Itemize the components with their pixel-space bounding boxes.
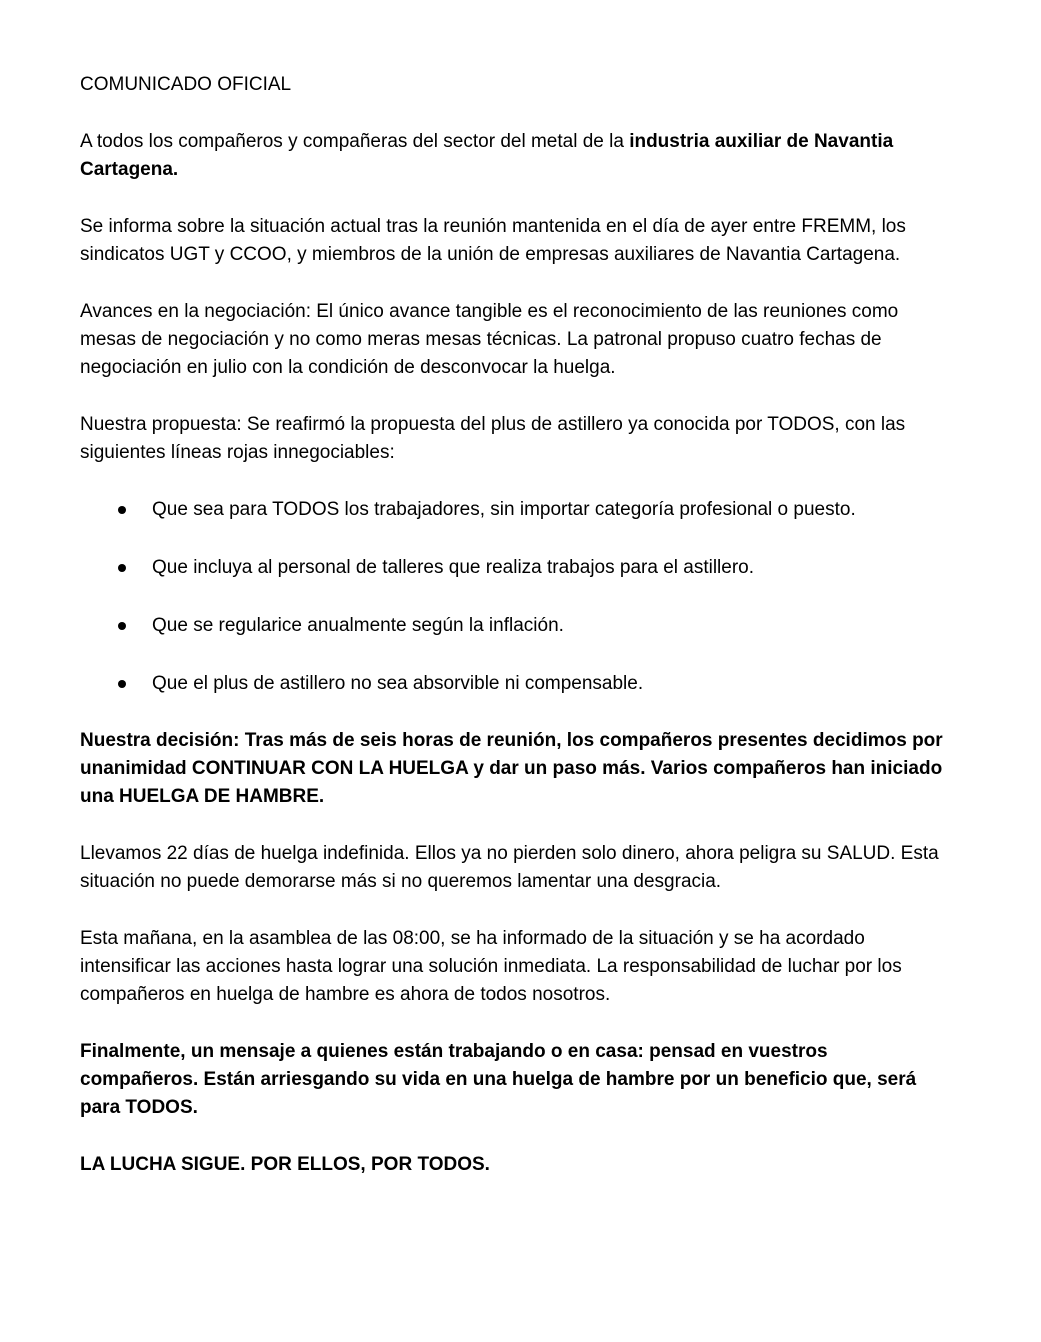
red-lines-list: [80, 496, 946, 698]
intro-text: A todos los compañeros y compañeras del sector del metal de la: [80, 131, 630, 152]
list-item: Que el plus de astillero no sea absorvible ni compensable.: [80, 670, 946, 698]
paragraph-strike-days: Llevamos 22 días de huelga indefinida. Ellos ya no pierden solo dinero, ahora peligra su SALUD. Esta situación no puede demorarse más si no queremos lamentar una desgracia.: [80, 843, 939, 892]
list-item: Que incluya al personal de talleres que realiza trabajos para el astillero.: [80, 554, 946, 582]
document-title: COMUNICADO OFICIAL: [80, 74, 292, 95]
intro-bold-text: industria auxiliar de Navantia Cartagena.: [80, 131, 894, 180]
paragraph-our-proposal: Nuestra propuesta: Se reafirmó la propuesta del plus de astillero ya conocida por TODOS, con las siguientes líneas rojas innegociables:: [80, 414, 906, 463]
paragraph-intro: [80, 128, 946, 184]
paragraph-situation: Se informa sobre la situación actual tras la reunión mantenida en el día de ayer entre FREMM, los sindicatos UGT y CCOO, y miembros de la unión de empresas auxiliares de Navantia Cartagena.: [80, 216, 906, 265]
paragraph-our-decision: Nuestra decisión: Tras más de seis horas de reunión, los compañeros presentes decidimos por unanimidad CONTINUAR CON LA HUELGA y dar un paso más. Varios compañeros han iniciado una HUELGA DE HAMBRE.: [80, 730, 943, 807]
paragraph-closing: LA LUCHA SIGUE. POR ELLOS, POR TODOS.: [80, 1154, 490, 1175]
list-item: Que se regularice anualmente según la inflación.: [80, 612, 946, 640]
list-item: Que sea para TODOS los trabajadores, sin importar categoría profesional o puesto.: [80, 496, 946, 524]
paragraph-final-message: Finalmente, un mensaje a quienes están trabajando o en casa: pensad en vuestros compañeros. Están arriesgando su vida en una huelga de hambre por un beneficio que, será para TODOS.: [80, 1041, 917, 1118]
paragraph-negotiation-advances: Avances en la negociación: El único avance tangible es el reconocimiento de las reuniones como mesas de negociación y no como meras mesas técnicas. La patronal propuso cuatro fechas de negociación en julio con la condición de desconvocar la huelga.: [80, 301, 899, 378]
paragraph-assembly: Esta mañana, en la asamblea de las 08:00, se ha informado de la situación y se ha acordado intensificar las acciones hasta lograr una solución inmediata. La responsabilidad de luchar por los compañeros en huelga de hambre es ahora de todos nosotros.: [80, 928, 902, 1005]
